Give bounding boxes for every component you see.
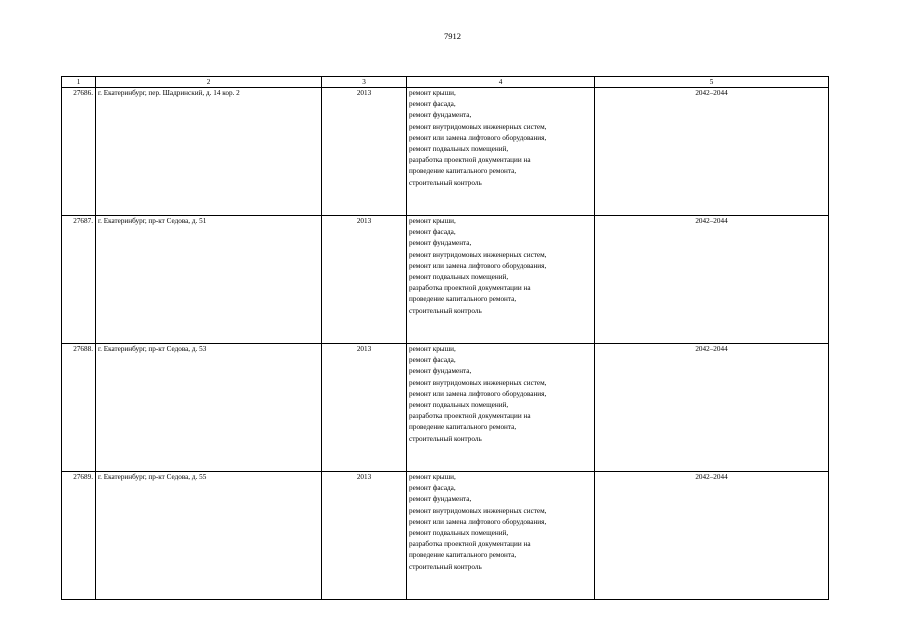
work-item: ремонт крыши, (409, 345, 456, 353)
work-item: ремонт подвальных помещений, (409, 529, 509, 538)
row-year: 2013 (322, 344, 407, 472)
work-item: ремонт фасада, (409, 484, 456, 493)
row-number: 27689. (62, 472, 96, 600)
work-item: строительный контроль (409, 306, 482, 315)
work-item: ремонт подвальных помещений, (409, 145, 509, 154)
row-year: 2013 (322, 472, 407, 600)
row-address: г. Екатеринбург, пр-кт Седова, д. 55 (96, 472, 322, 600)
row-works (407, 88, 595, 216)
work-item: разработка проектной документации на (409, 284, 531, 293)
table-row (62, 472, 829, 600)
work-item: ремонт крыши, (409, 217, 456, 225)
header-col-2: 2 (96, 77, 322, 88)
work-item: ремонт фундамента, (409, 111, 472, 120)
work-item: ремонт фасада, (409, 228, 456, 237)
row-works (407, 344, 595, 472)
row-period: 2042–2044 (595, 216, 829, 344)
header-row (62, 77, 829, 88)
work-item: проведение капитального ремонта, (409, 167, 517, 176)
work-item: проведение капитального ремонта, (409, 423, 517, 432)
work-item: ремонт крыши, (409, 473, 456, 481)
work-item: строительный контроль (409, 178, 482, 187)
work-item: ремонт фасада, (409, 356, 456, 365)
work-item: ремонт внутридомовых инженерных систем, (409, 506, 547, 515)
work-item: ремонт внутридомовых инженерных систем, (409, 250, 547, 259)
work-item: разработка проектной документации на (409, 412, 531, 421)
row-period: 2042–2044 (595, 88, 829, 216)
row-year: 2013 (322, 88, 407, 216)
work-item: проведение капитального ремонта, (409, 551, 517, 560)
work-item: ремонт фундамента, (409, 239, 472, 248)
work-item: ремонт фундамента, (409, 495, 472, 504)
work-item: ремонт или замена лифтового оборудования, (409, 261, 547, 270)
work-item: ремонт или замена лифтового оборудования, (409, 133, 547, 142)
row-address: г. Екатеринбург, пер. Шадринский, д. 14 кор. 2 (96, 88, 322, 216)
work-item: ремонт фундамента, (409, 367, 472, 376)
row-period: 2042–2044 (595, 472, 829, 600)
row-number: 27687. (62, 216, 96, 344)
work-item: ремонт внутридомовых инженерных систем, (409, 378, 547, 387)
table-row (62, 216, 829, 344)
row-number: 27688. (62, 344, 96, 472)
table-row (62, 88, 829, 216)
work-item: строительный контроль (409, 562, 482, 571)
header-col-3: 3 (322, 77, 407, 88)
work-item: ремонт подвальных помещений, (409, 401, 509, 410)
work-item: разработка проектной документации на (409, 156, 531, 165)
table-row (62, 344, 829, 472)
work-item: ремонт внутридомовых инженерных систем, (409, 122, 547, 131)
register-table (61, 76, 829, 600)
row-address: г. Екатеринбург, пр-кт Седова, д. 51 (96, 216, 322, 344)
row-works (407, 472, 595, 600)
table-body (62, 88, 829, 600)
work-item: ремонт крыши, (409, 89, 456, 97)
work-item: ремонт подвальных помещений, (409, 273, 509, 282)
work-item: ремонт фасада, (409, 100, 456, 109)
work-item: ремонт или замена лифтового оборудования, (409, 389, 547, 398)
work-item: разработка проектной документации на (409, 540, 531, 549)
page-number: 7912 (444, 31, 461, 41)
header-col-4: 4 (407, 77, 595, 88)
row-works (407, 216, 595, 344)
work-item: строительный контроль (409, 434, 482, 443)
row-address: г. Екатеринбург, пр-кт Седова, д. 53 (96, 344, 322, 472)
work-item: ремонт или замена лифтового оборудования, (409, 517, 547, 526)
header-col-1: 1 (62, 77, 96, 88)
row-number: 27686. (62, 88, 96, 216)
row-year: 2013 (322, 216, 407, 344)
row-period: 2042–2044 (595, 344, 829, 472)
header-col-5: 5 (595, 77, 829, 88)
work-item: проведение капитального ремонта, (409, 295, 517, 304)
